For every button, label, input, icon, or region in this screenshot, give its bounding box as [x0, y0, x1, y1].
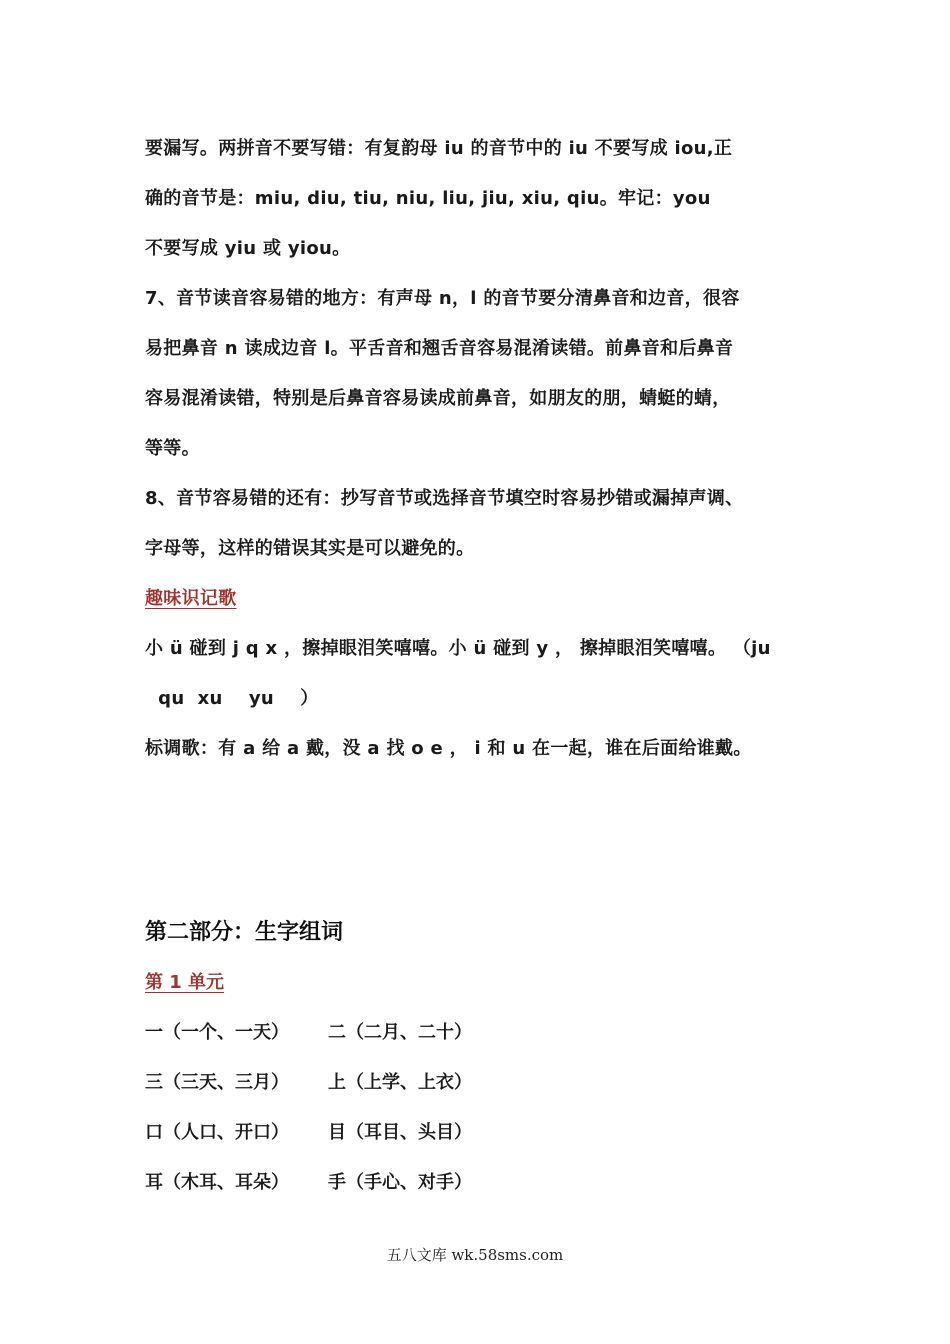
- document-body: [145, 124, 810, 774]
- word-entry: 二（二月、二十）: [328, 1022, 472, 1043]
- unit-title: 第 1 单元: [145, 972, 225, 993]
- word-row: [145, 1058, 472, 1108]
- word-row: [145, 1158, 472, 1208]
- word-entry: 耳（木耳、耳朵）: [145, 1172, 289, 1193]
- body-line: 等等。: [145, 438, 200, 459]
- word-entry: 一（一个、一天）: [145, 1022, 289, 1043]
- word-entry: 目（耳目、头目）: [328, 1122, 472, 1143]
- word-entry: 手（手心、对手）: [328, 1172, 472, 1193]
- body-line: 字母等，这样的错误其实是可以避免的。: [145, 538, 475, 559]
- body-line: 7、音节读音容易错的地方：有声母 n，l 的音节要分清鼻音和边音，很容: [145, 288, 740, 309]
- fun-heading: [145, 574, 810, 624]
- body-line: 不要写成 yiu 或 yiou。: [145, 238, 351, 259]
- song-line: 标调歌：有 a 给 a 戴，没 a 找 o e ， i 和 u 在一起，谁在后面给谁戴。: [145, 738, 752, 759]
- word-entry: 口（人口、开口）: [145, 1122, 289, 1143]
- footer-watermark: 五八文库 wk.58sms.com: [386, 1246, 564, 1264]
- word-row: [145, 1008, 472, 1058]
- word-entry: 三（三天、三月）: [145, 1072, 289, 1093]
- fun-heading-text: 趣味识记歌: [145, 588, 237, 609]
- body-line: 易把鼻音 n 读成边音 l。平舌音和翘舌音容易混淆读错。前鼻音和后鼻音: [145, 338, 734, 359]
- song-line: 小 ü 碰到 j q x ，擦掉眼泪笑嘻嘻。小 ü 碰到 y ， 擦掉眼泪笑嘻嘻。 （ju: [145, 638, 771, 659]
- word-list: [145, 1008, 472, 1208]
- song-line: qu xu yu ）: [145, 688, 319, 709]
- section-title: 第二部分：生字组词: [145, 920, 344, 945]
- word-entry: 上（上学、上衣）: [328, 1072, 472, 1093]
- body-line: 容易混淆读错，特别是后鼻音容易读成前鼻音，如朋友的朋，蜻蜓的蜻，: [145, 388, 731, 409]
- body-line: 要漏写。两拼音不要写错：有复韵母 iu 的音节中的 iu 不要写成 iou,正: [145, 138, 733, 159]
- word-row: [145, 1108, 472, 1158]
- body-line: 确的音节是：miu, diu, tiu, niu, liu, jiu, xiu, qiu。牢记：you: [145, 188, 711, 209]
- body-line: 8、音节容易错的还有：抄写音节或选择音节填空时容易抄错或漏掉声调、: [145, 488, 744, 509]
